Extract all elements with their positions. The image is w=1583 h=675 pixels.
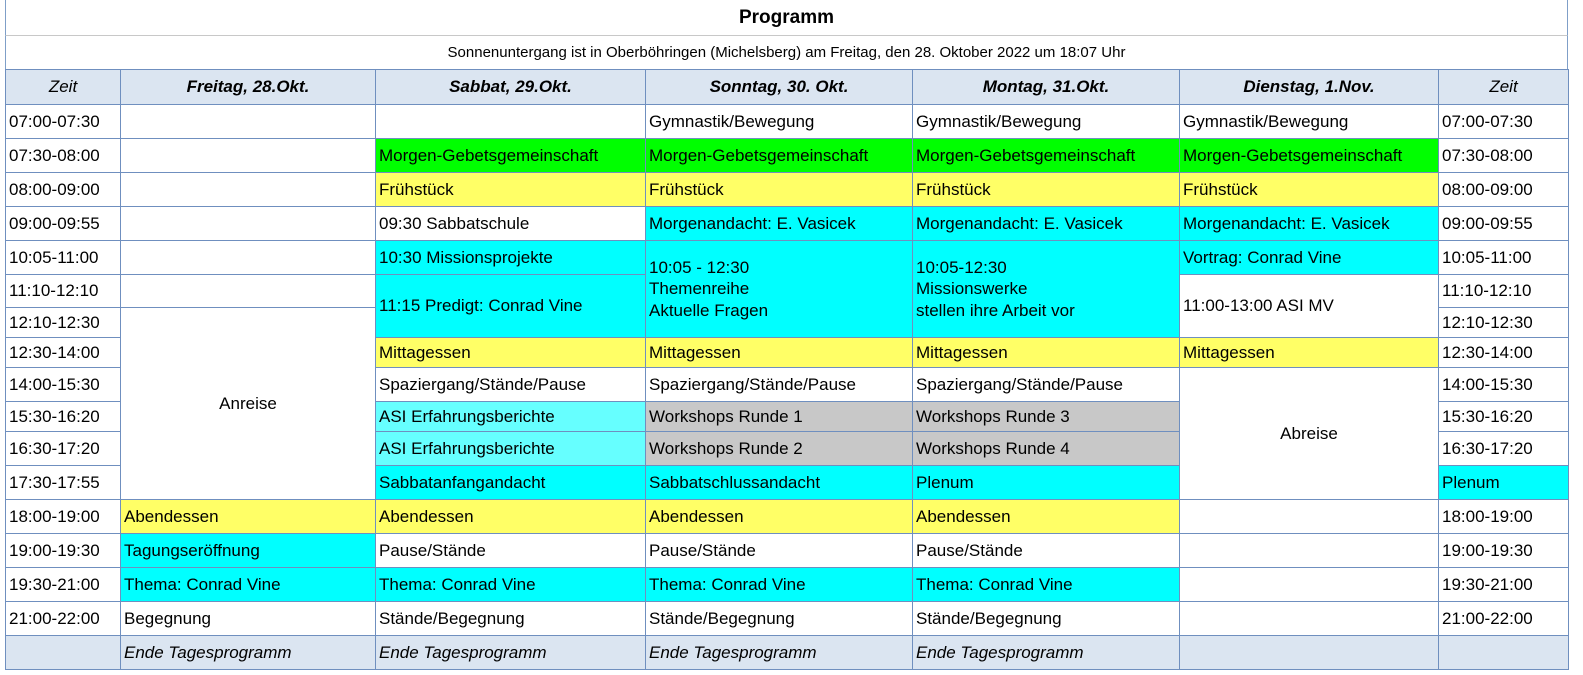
event-cell[interactable]: 09:30 Sabbatschule: [376, 207, 646, 241]
empty-cell[interactable]: [121, 275, 376, 308]
table-row: [6, 568, 1569, 602]
event-cell[interactable]: Thema: Conrad Vine: [646, 568, 913, 602]
table-row: [6, 207, 1569, 241]
sunset-note[interactable]: Sonnenuntergang ist in Oberböhringen (Michelsberg) am Freitag, den 28. Oktober 2022 um 18:07 Uhr: [5, 36, 1568, 69]
event-cell[interactable]: Gymnastik/Bewegung: [1180, 105, 1439, 139]
event-cell[interactable]: Abendessen: [646, 500, 913, 534]
empty-cell[interactable]: [121, 207, 376, 241]
empty-cell[interactable]: [121, 139, 376, 173]
event-cell[interactable]: Stände/Begegnung: [646, 602, 913, 636]
time-cell[interactable]: 16:30-17:20: [1439, 432, 1569, 466]
event-cell[interactable]: ASI Erfahrungsberichte: [376, 432, 646, 466]
time-cell[interactable]: 09:00-09:55: [6, 207, 121, 241]
event-cell-merged[interactable]: 11:15 Predigt: Conrad Vine: [376, 275, 646, 338]
schedule-table: [5, 69, 1569, 670]
event-cell-merged[interactable]: Abreise: [1180, 368, 1439, 500]
time-cell[interactable]: 07:00-07:30: [1439, 105, 1569, 139]
time-cell[interactable]: 11:10-12:10: [1439, 275, 1569, 308]
day-header-cell[interactable]: Dienstag, 1.Nov.: [1180, 70, 1439, 105]
event-cell[interactable]: Mittagessen: [376, 338, 646, 368]
day-header-cell[interactable]: Sonntag, 30. Okt.: [646, 70, 913, 105]
time-cell[interactable]: 09:00-09:55: [1439, 207, 1569, 241]
event-cell[interactable]: Spaziergang/Stände/Pause: [646, 368, 913, 402]
time-cell[interactable]: 12:10-12:30: [1439, 308, 1569, 338]
event-cell[interactable]: Stände/Begegnung: [913, 602, 1180, 636]
event-cell-merged[interactable]: Anreise: [121, 308, 376, 500]
event-cell[interactable]: Vortrag: Conrad Vine: [1180, 241, 1439, 275]
event-cell[interactable]: Thema: Conrad Vine: [376, 568, 646, 602]
event-cell[interactable]: Mittagessen: [646, 338, 913, 368]
event-cell[interactable]: ASI Erfahrungsberichte: [376, 402, 646, 432]
time-cell[interactable]: 17:30-17:55: [6, 466, 121, 500]
event-cell[interactable]: Morgen-Gebetsgemeinschaft: [1180, 139, 1439, 173]
time-cell[interactable]: 14:00-15:30: [1439, 368, 1569, 402]
event-cell[interactable]: Abendessen: [913, 500, 1180, 534]
time-cell[interactable]: 11:10-12:10: [6, 275, 121, 308]
empty-cell[interactable]: [1180, 602, 1439, 636]
footer-row: [6, 636, 1569, 670]
time-cell[interactable]: 19:00-19:30: [6, 534, 121, 568]
event-cell-merged[interactable]: [646, 241, 913, 338]
event-cell[interactable]: Abendessen: [121, 500, 376, 534]
event-cell[interactable]: Pause/Stände: [913, 534, 1180, 568]
event-cell[interactable]: Workshops Runde 1: [646, 402, 913, 432]
event-cell[interactable]: Sabbatschlussandacht: [646, 466, 913, 500]
header-row: [6, 70, 1569, 105]
event-cell[interactable]: 10:30 Missionsprojekte: [376, 241, 646, 275]
table-row: [6, 500, 1569, 534]
time-cell[interactable]: 15:30-16:20: [6, 402, 121, 432]
time-cell[interactable]: 07:30-08:00: [1439, 139, 1569, 173]
table-row: [6, 139, 1569, 173]
time-cell[interactable]: 18:00-19:00: [6, 500, 121, 534]
event-cell[interactable]: Mittagessen: [1180, 338, 1439, 368]
event-cell[interactable]: Frühstück: [376, 173, 646, 207]
empty-cell[interactable]: [376, 105, 646, 139]
time-cell[interactable]: 21:00-22:00: [1439, 602, 1569, 636]
event-cell[interactable]: Plenum: [1439, 466, 1569, 500]
time-cell[interactable]: 12:30-14:00: [1439, 338, 1569, 368]
time-cell[interactable]: 14:00-15:30: [6, 368, 121, 402]
event-cell[interactable]: Workshops Runde 3: [913, 402, 1180, 432]
time-cell[interactable]: 08:00-09:00: [1439, 173, 1569, 207]
end-cell[interactable]: Ende Tagesprogramm: [646, 636, 913, 670]
event-cell[interactable]: Morgenandacht: E. Vasicek: [913, 207, 1180, 241]
event-time: 10:05 - 12:30: [649, 258, 750, 278]
event-cell[interactable]: Workshops Runde 2: [646, 432, 913, 466]
empty-cell[interactable]: [1180, 636, 1439, 670]
time-cell[interactable]: 12:30-14:00: [6, 338, 121, 368]
empty-cell[interactable]: [6, 636, 121, 670]
event-cell[interactable]: Morgen-Gebetsgemeinschaft: [376, 139, 646, 173]
end-cell[interactable]: Ende Tagesprogramm: [376, 636, 646, 670]
day-header-cell[interactable]: Montag, 31.Okt.: [913, 70, 1180, 105]
event-cell[interactable]: Spaziergang/Stände/Pause: [913, 368, 1180, 402]
event-cell[interactable]: Sabbatanfangandacht: [376, 466, 646, 500]
event-cell[interactable]: Begegnung: [121, 602, 376, 636]
event-cell[interactable]: Pause/Stände: [646, 534, 913, 568]
end-cell[interactable]: Ende Tagesprogramm: [121, 636, 376, 670]
zeit-header-cell[interactable]: Zeit: [1439, 70, 1569, 105]
empty-cell[interactable]: [121, 241, 376, 275]
day-header-cell[interactable]: Sabbat, 29.Okt.: [376, 70, 646, 105]
event-cell[interactable]: Morgenandacht: E. Vasicek: [646, 207, 913, 241]
event-cell[interactable]: Thema: Conrad Vine: [121, 568, 376, 602]
event-cell[interactable]: Gymnastik/Bewegung: [646, 105, 913, 139]
time-cell[interactable]: 07:30-08:00: [6, 139, 121, 173]
table-row: [6, 241, 1569, 275]
event-cell[interactable]: Morgen-Gebetsgemeinschaft: [646, 139, 913, 173]
event-line: Aktuelle Fragen: [649, 300, 769, 320]
event-cell[interactable]: Tagungseröffnung: [121, 534, 376, 568]
event-line: Missionswerke: [916, 279, 1028, 299]
event-cell-merged[interactable]: [913, 241, 1180, 338]
time-cell[interactable]: 19:30-21:00: [1439, 568, 1569, 602]
event-cell[interactable]: Workshops Runde 4: [913, 432, 1180, 466]
event-line: Themenreihe: [649, 279, 750, 299]
event-cell[interactable]: Mittagessen: [913, 338, 1180, 368]
empty-cell[interactable]: [1180, 568, 1439, 602]
day-header-cell[interactable]: Freitag, 28.Okt.: [121, 70, 376, 105]
time-cell[interactable]: 12:10-12:30: [6, 308, 121, 338]
time-cell[interactable]: 10:05-11:00: [6, 241, 121, 275]
event-cell[interactable]: Frühstück: [913, 173, 1180, 207]
table-row: [6, 105, 1569, 139]
event-cell[interactable]: Thema: Conrad Vine: [913, 568, 1180, 602]
page-title[interactable]: Programm: [5, 0, 1568, 36]
empty-cell[interactable]: [1180, 500, 1439, 534]
empty-cell[interactable]: [121, 105, 376, 139]
event-cell[interactable]: Spaziergang/Stände/Pause: [376, 368, 646, 402]
end-cell[interactable]: Ende Tagesprogramm: [913, 636, 1180, 670]
table-row: [6, 602, 1569, 636]
event-cell[interactable]: Abendessen: [376, 500, 646, 534]
event-line: stellen ihre Arbeit vor: [916, 300, 1075, 320]
event-cell[interactable]: Frühstück: [1180, 173, 1439, 207]
event-cell[interactable]: Frühstück: [646, 173, 913, 207]
event-cell[interactable]: Gymnastik/Bewegung: [913, 105, 1180, 139]
empty-cell[interactable]: [1439, 636, 1569, 670]
event-cell[interactable]: Pause/Stände: [376, 534, 646, 568]
time-cell[interactable]: 10:05-11:00: [1439, 241, 1569, 275]
empty-cell[interactable]: [1180, 534, 1439, 568]
time-cell[interactable]: 19:30-21:00: [6, 568, 121, 602]
table-row: [6, 534, 1569, 568]
event-cell[interactable]: Plenum: [913, 466, 1180, 500]
event-cell[interactable]: Morgenandacht: E. Vasicek: [1180, 207, 1439, 241]
zeit-header-cell[interactable]: Zeit: [6, 70, 121, 105]
event-cell-merged[interactable]: 11:00-13:00 ASI MV: [1180, 275, 1439, 338]
time-cell[interactable]: 21:00-22:00: [6, 602, 121, 636]
event-time: 10:05-12:30: [916, 258, 1007, 278]
event-cell[interactable]: Morgen-Gebetsgemeinschaft: [913, 139, 1180, 173]
empty-cell[interactable]: [121, 173, 376, 207]
time-cell[interactable]: 18:00-19:00: [1439, 500, 1569, 534]
time-cell[interactable]: 19:00-19:30: [1439, 534, 1569, 568]
event-cell[interactable]: Stände/Begegnung: [376, 602, 646, 636]
time-cell[interactable]: 16:30-17:20: [6, 432, 121, 466]
table-row: [6, 173, 1569, 207]
time-cell[interactable]: 15:30-16:20: [1439, 402, 1569, 432]
time-cell[interactable]: 07:00-07:30: [6, 105, 121, 139]
time-cell[interactable]: 08:00-09:00: [6, 173, 121, 207]
